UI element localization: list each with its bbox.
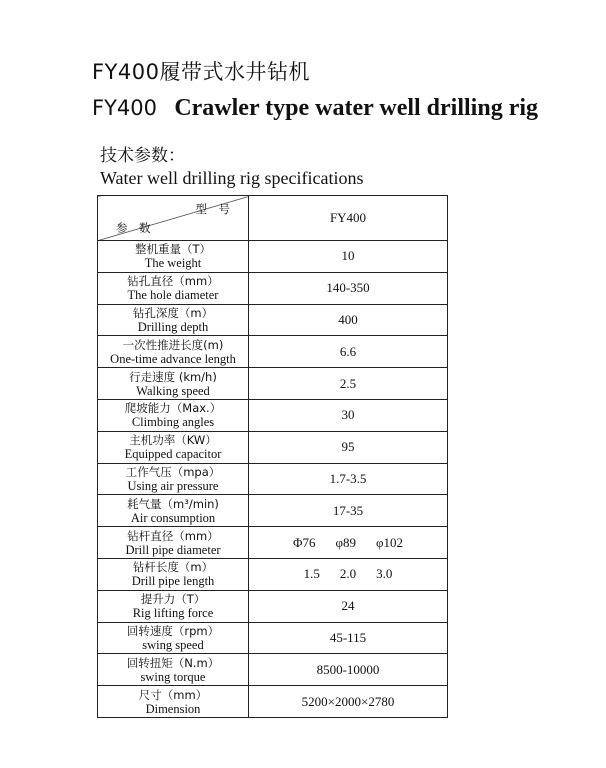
header-model-value: FY400 xyxy=(249,196,448,241)
param-cell xyxy=(98,590,249,622)
value-cell: 140-350 xyxy=(249,272,448,304)
table-row xyxy=(98,304,448,336)
param-cn: 尺寸（mm） xyxy=(138,687,208,702)
param-cn: 整机重量（T） xyxy=(134,242,212,257)
param-en: Walking speed xyxy=(136,383,210,398)
page-title-chinese: FY400履带式水井钻机 xyxy=(92,60,310,84)
param-en: Dimension xyxy=(145,701,201,716)
param-cell xyxy=(98,622,249,654)
table-row xyxy=(98,590,448,622)
param-en: Equipped capacitor xyxy=(124,447,222,462)
value-item: Φ76 xyxy=(292,534,316,550)
param-en: Climbing angles xyxy=(131,415,215,430)
param-cell xyxy=(98,431,249,463)
value-cell: 1.7-3.5 xyxy=(249,463,448,495)
param-en: Using air pressure xyxy=(127,478,219,493)
param-en: swing torque xyxy=(140,669,206,684)
value-cell: 17-35 xyxy=(249,495,448,527)
table-row xyxy=(98,431,448,463)
param-en: One-time advance length xyxy=(110,351,236,366)
value-cell: 30 xyxy=(249,399,448,431)
value-item: 1.5 xyxy=(303,566,320,582)
value-cell xyxy=(249,558,448,590)
param-cell xyxy=(98,527,249,559)
param-cn: 提升力（T） xyxy=(140,592,206,607)
param-cell xyxy=(98,399,249,431)
header-param-label: 参 数 xyxy=(116,221,151,235)
param-cell xyxy=(98,336,249,368)
section-heading-english: Water well drilling rig specifications xyxy=(100,168,364,188)
param-cell xyxy=(98,368,249,400)
table-row xyxy=(98,654,448,686)
table-row xyxy=(98,336,448,368)
value-cell: 2.5 xyxy=(249,368,448,400)
param-cell xyxy=(98,686,249,718)
table-row xyxy=(98,463,448,495)
value-cell: 5200×2000×2780 xyxy=(249,686,448,718)
param-cn: 主机功率（KW） xyxy=(129,433,217,448)
param-en: Rig lifting force xyxy=(132,606,214,621)
param-en: Drill pipe length xyxy=(131,574,215,589)
param-cn: 一次性推进长度(m) xyxy=(122,337,224,352)
value-cell: 10 xyxy=(249,241,448,273)
table-row xyxy=(98,686,448,718)
table-row xyxy=(98,495,448,527)
table-row xyxy=(98,558,448,590)
value-item: φ89 xyxy=(335,534,356,550)
value-cell: 6.6 xyxy=(249,336,448,368)
param-en: Drill pipe diameter xyxy=(125,542,221,557)
value-cell xyxy=(249,527,448,559)
value-item: 2.0 xyxy=(339,566,357,582)
param-cn: 钻孔深度（m） xyxy=(132,305,214,320)
param-cn: 钻孔直径（mm） xyxy=(127,274,219,289)
header-diagonal-cell xyxy=(98,196,249,241)
table-row xyxy=(98,399,448,431)
param-cn: 回转速度（rpm） xyxy=(126,623,220,638)
table-row xyxy=(98,368,448,400)
table-header-row xyxy=(98,196,448,241)
param-cell xyxy=(98,495,249,527)
param-cn: 行走速度 (km/h) xyxy=(129,369,217,384)
value-cell: 8500-10000 xyxy=(249,654,448,686)
param-cn: 耗气量（m³/min) xyxy=(127,496,219,511)
param-en: swing speed xyxy=(142,637,204,652)
header-model-label: 型 号 xyxy=(195,202,230,216)
value-cell: 24 xyxy=(249,590,448,622)
value-item: 3.0 xyxy=(376,566,393,582)
param-cell xyxy=(98,463,249,495)
param-cn: 钻杆直径（mm） xyxy=(127,528,219,543)
param-cn: 回转扭矩（N.m） xyxy=(126,655,220,670)
table-row xyxy=(98,272,448,304)
section-heading-chinese: 技术参数： xyxy=(100,146,185,166)
value-item: φ102 xyxy=(376,534,404,550)
param-cn: 工作气压（mpa） xyxy=(125,464,221,479)
param-cell xyxy=(98,654,249,686)
param-cell xyxy=(98,272,249,304)
table-row xyxy=(98,241,448,273)
table-row xyxy=(98,622,448,654)
value-cell: 400 xyxy=(249,304,448,336)
value-cell: 95 xyxy=(249,431,448,463)
param-cn: 钻杆长度（m） xyxy=(132,560,214,575)
model-code: FY400 xyxy=(92,96,157,120)
value-cell: 45-115 xyxy=(249,622,448,654)
param-en: The hole diameter xyxy=(127,288,219,303)
param-en: Drilling depth xyxy=(137,319,209,334)
param-cn: 爬坡能力（Max.） xyxy=(124,401,222,416)
page-title-english xyxy=(92,95,538,122)
param-cell xyxy=(98,241,249,273)
specifications-table xyxy=(97,195,448,718)
param-cell xyxy=(98,304,249,336)
param-en: The weight xyxy=(144,256,202,271)
param-cell xyxy=(98,558,249,590)
table-row xyxy=(98,527,448,559)
product-name: Crawler type water well drilling rig xyxy=(174,95,539,121)
param-en: Air consumption xyxy=(130,510,216,525)
